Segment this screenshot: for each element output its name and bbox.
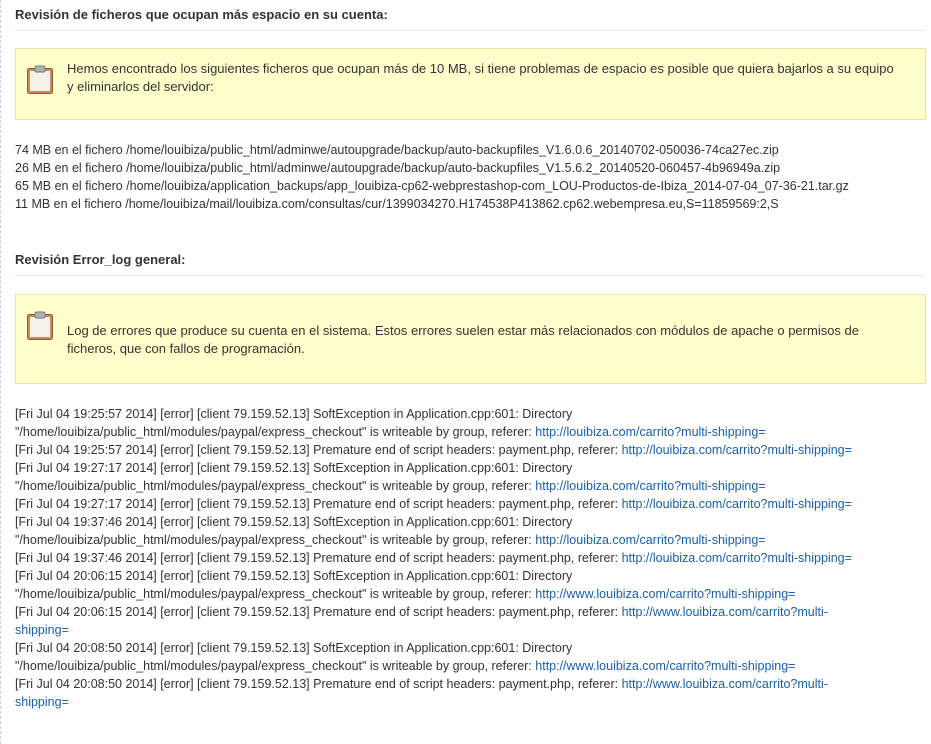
- error-log-text: "/home/louibiza/public_html/modules/paypal/express_checkout" is writeable by group, referer:: [15, 479, 536, 493]
- referer-link[interactable]: http://louibiza.com/carrito?multi-shipping=: [535, 479, 766, 493]
- error-log-entry-continued: [15, 621, 915, 639]
- error-log-entry: [15, 549, 915, 567]
- referer-link[interactable]: http://louibiza.com/carrito?multi-shipping=: [535, 533, 766, 547]
- error-log-entry: [15, 567, 915, 585]
- referer-link[interactable]: http://louibiza.com/carrito?multi-shipping=: [621, 497, 852, 511]
- clipboard-icon: [26, 311, 54, 341]
- error-log-text: [Fri Jul 04 19:27:17 2014] [error] [client 79.159.52.13] Premature end of script headers: payment.php, referer:: [15, 497, 622, 511]
- error-log-entry: [15, 405, 915, 423]
- files-list: [15, 141, 915, 213]
- files-notice-box: [15, 48, 926, 120]
- files-section-title: Revisión de ficheros que ocupan más espacio en su cuenta:: [15, 7, 925, 31]
- error-log-text: [Fri Jul 04 19:27:17 2014] [error] [client 79.159.52.13] SoftException in Application.cpp:601: Directory: [15, 461, 573, 475]
- error-log-entry-continued: [15, 693, 915, 711]
- referer-link[interactable]: http://www.louibiza.com/carrito?multi-shipping=: [535, 659, 796, 673]
- error-log-text: [Fri Jul 04 20:06:15 2014] [error] [client 79.159.52.13] Premature end of script headers: payment.php, referer:: [15, 605, 622, 619]
- error-log-text: [Fri Jul 04 20:06:15 2014] [error] [client 79.159.52.13] SoftException in Application.cpp:601: Directory: [15, 569, 573, 583]
- error-log-entry: [15, 675, 915, 693]
- error-log-entry: [15, 657, 915, 675]
- error-log-text: "/home/louibiza/public_html/modules/paypal/express_checkout" is writeable by group, referer:: [15, 587, 536, 601]
- error-log-list: [15, 405, 915, 711]
- error-log-entry: [15, 459, 915, 477]
- error-log-text: [Fri Jul 04 19:25:57 2014] [error] [client 79.159.52.13] Premature end of script headers: payment.php, referer:: [15, 443, 622, 457]
- error-log-entry: [15, 639, 915, 657]
- error-log-entry: [15, 423, 915, 441]
- error-log-text: "/home/louibiza/public_html/modules/paypal/express_checkout" is writeable by group, referer:: [15, 425, 536, 439]
- error-log-entry: [15, 531, 915, 549]
- error-log-entry: [15, 513, 915, 531]
- error-log-text: [Fri Jul 04 20:08:50 2014] [error] [client 79.159.52.13] Premature end of script headers: payment.php, referer:: [15, 677, 622, 691]
- clipboard-icon: [26, 65, 54, 95]
- error-log-entry: [15, 495, 915, 513]
- file-entry: 74 MB en el fichero /home/louibiza/public_html/adminwe/autoupgrade/backup/auto-backupfiles_V1.6.0.6_20140702-050036-74ca27ec.zip: [15, 143, 779, 157]
- error-log-text: "/home/louibiza/public_html/modules/paypal/express_checkout" is writeable by group, referer:: [15, 659, 536, 673]
- error-log-text: [Fri Jul 04 19:25:57 2014] [error] [client 79.159.52.13] SoftException in Application.cpp:601: Directory: [15, 407, 573, 421]
- error-log-entry: [15, 477, 915, 495]
- error-log-text: [Fri Jul 04 19:37:46 2014] [error] [client 79.159.52.13] SoftException in Application.cpp:601: Directory: [15, 515, 573, 529]
- referer-link[interactable]: http://louibiza.com/carrito?multi-shipping=: [535, 425, 766, 439]
- referer-link[interactable]: shipping=: [15, 695, 69, 709]
- errorlog-notice-box: [15, 294, 926, 384]
- files-notice-line-2: y eliminarlos del servidor:: [67, 79, 214, 94]
- error-log-entry: [15, 441, 915, 459]
- errorlog-notice-text: [67, 322, 911, 358]
- errorlog-section-title: Revisión Error_log general:: [15, 252, 925, 276]
- files-notice-text: [67, 60, 911, 96]
- referer-link[interactable]: http://louibiza.com/carrito?multi-shipping=: [621, 551, 852, 565]
- error-log-text: [Fri Jul 04 20:08:50 2014] [error] [client 79.159.52.13] SoftException in Application.cpp:601: Directory: [15, 641, 573, 655]
- files-notice-line-1: Hemos encontrado los siguientes ficheros que ocupan más de 10 MB, si tiene problemas de espacio es posible que quiera bajarlos a su equipo: [67, 61, 894, 76]
- referer-link[interactable]: http://www.louibiza.com/carrito?multi-shipping=: [535, 587, 796, 601]
- error-log-entry: [15, 603, 915, 621]
- file-entry: 26 MB en el fichero /home/louibiza/public_html/adminwe/autoupgrade/backup/auto-backupfiles_V1.5.6.2_20140520-060457-4b96949a.zip: [15, 161, 781, 175]
- referer-link[interactable]: http://www.louibiza.com/carrito?multi-: [621, 605, 828, 619]
- errorlog-notice-line-2: ficheros, que con fallos de programación.: [67, 341, 305, 356]
- error-log-text: [Fri Jul 04 19:37:46 2014] [error] [client 79.159.52.13] Premature end of script headers: payment.php, referer:: [15, 551, 622, 565]
- file-entry: 11 MB en el fichero /home/louibiza/mail/louibiza.com/consultas/cur/1399034270.H174538P413862.cp62.webempresa.eu,S=11859569:2,S: [15, 197, 779, 211]
- referer-link[interactable]: http://louibiza.com/carrito?multi-shipping=: [621, 443, 852, 457]
- error-log-entry: [15, 585, 915, 603]
- error-log-text: "/home/louibiza/public_html/modules/paypal/express_checkout" is writeable by group, referer:: [15, 533, 536, 547]
- errorlog-notice-line-1: Log de errores que produce su cuenta en el sistema. Estos errores suelen estar más relacionados con módulos de apache o permisos de: [67, 323, 860, 338]
- referer-link[interactable]: http://www.louibiza.com/carrito?multi-: [621, 677, 828, 691]
- file-entry: 65 MB en el fichero /home/louibiza/application_backups/app_louibiza-cp62-webprestashop-com_LOU-Productos-de-Ibiza_2014-07-04_07-36-21.tar.gz: [15, 179, 849, 193]
- referer-link[interactable]: shipping=: [15, 623, 69, 637]
